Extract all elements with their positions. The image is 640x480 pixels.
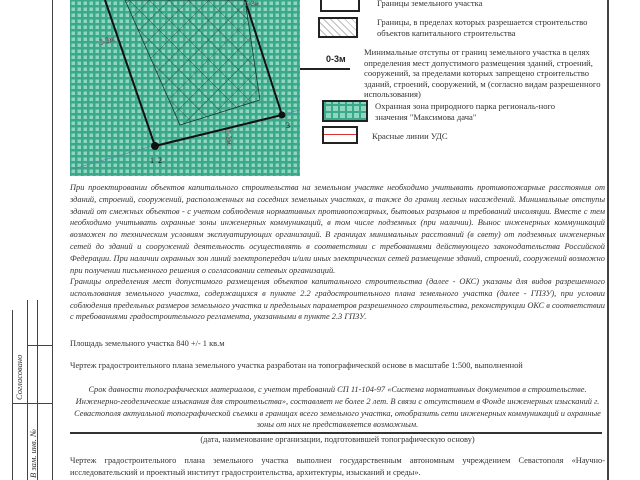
notes-paragraph-2: Границы определения мест допустимого размещения объектов капитального строительства (далее - ОКС) указаны для видов разрешенного использования земельного участка, содержащихся в пункте 2.2 градостроительного плана земельного участка (далее - ГПЗУ), при условии соблюдения предельных размеров земельного участка и предельных параметров разрешенного строительства, реконструкции ОКС в соответствии с требованиями градостроительного регламента, указанными в пункте 2.3 ГПЗУ. [70,277,605,322]
point-label-3: 3 [286,121,290,130]
legend-offset-label: 0-3м [326,54,346,64]
offset-label: 0-3м [98,34,116,47]
topo-validity: Срок давности топографических материалов, с учетом требований СП 11-104-97 «Система нормативных документов в строительстве. Инженерно-геодезические изыскания для строительства», составляет не более 2 лет. В связи с отсутствием в Фонде инженерных изысканий г. Севастополя актуальной топографической съемки в границах всего земельного участка, отобразить сети инженерных коммуникаций и охранные зоны от них не представляется возможным. [74,385,601,430]
topo-basis: Чертеж градостроительного плана земельного участка разработан на топографической основе в масштабе 1:500, выполненной [70,361,523,370]
legend-boundary-symbol [320,0,360,12]
point-marker [279,112,286,119]
offset-label: 0-3м [245,0,259,8]
plot-area: Площадь земельного участка 840 +/- 1 кв.м [70,339,225,348]
legend-offset-symbol [300,68,350,70]
offset-label: 0-3м [223,128,235,146]
author-note: Чертеж градостроительного плана земельного участка выполнен государственным автономным учреждением Севастополя «Научно-исследовательский и проектный институт градостроительства, архитектуры, изысканий и среды». [70,456,605,477]
legend-label: Охранная зона природного парка региональ-ного значения "Максимова дача" [375,101,556,122]
notes-paragraph-1: При проектировании объектов капитального строительства на земельном участке необходимо учитывать противопожарные расстояния от зданий, строений, сооружений, расположенных на соседних земельных участках, а также до границ лесных насаждений. Минимальные отступы зданий от смежных объектов - с учетом соблюдения нормативных противопожарных, бытовых разрывов и требований инсоляции. Вместе с тем необходимо учитывать охранные зоны инженерных коммуникаций, в том числе подземных (при наличии). Вынос инженерных коммуникаций возможен по техническим условиям эксплуатирующих организаций. В границах минимальных расстояний (в свету) от подземных инженерных сетей до зданий и сооружений деятельность осуществлять в соответствии с требованиями действующего законодательства Российской Федерации. При наличии охранных зон линий электропередач и/или иных электрических сетей размещение зданий, строений, сооружений возможно при получении письменного решения о согласовании сетевых организаций. [70,183,605,275]
point-label-2: 2 [158,156,162,165]
approved-label: Согласовано [14,354,24,400]
point-marker [151,142,159,150]
point-label-1: 1 [150,156,154,165]
topo-caption: (дата, наименование организации, подготовившей топографическую основу) [200,435,475,444]
frame-right-line [607,0,609,480]
frame-left-line [52,0,53,480]
legend-label: Границы земельного участка [377,0,483,8]
site-plan-map [70,0,300,176]
legend-red-line-symbol [322,126,358,144]
legend-label: Границы, в пределах которых разрешается строительство объектов капитального строительства [377,17,588,38]
legend-buildable-symbol [318,17,358,38]
legend-protection-zone-symbol [322,100,368,122]
legend-label: Минимальные отступы от границ земельного участка в целях определения мест допустимого размещения зданий, строений, сооружений, за пределами которых запрещено строительство зданий, строений, сооружений, м (согласно видам разрешенного использования) [364,47,601,99]
inventory-label: В зам. инв. № [28,429,38,478]
legend-label: Красные линии УДС [372,131,448,141]
